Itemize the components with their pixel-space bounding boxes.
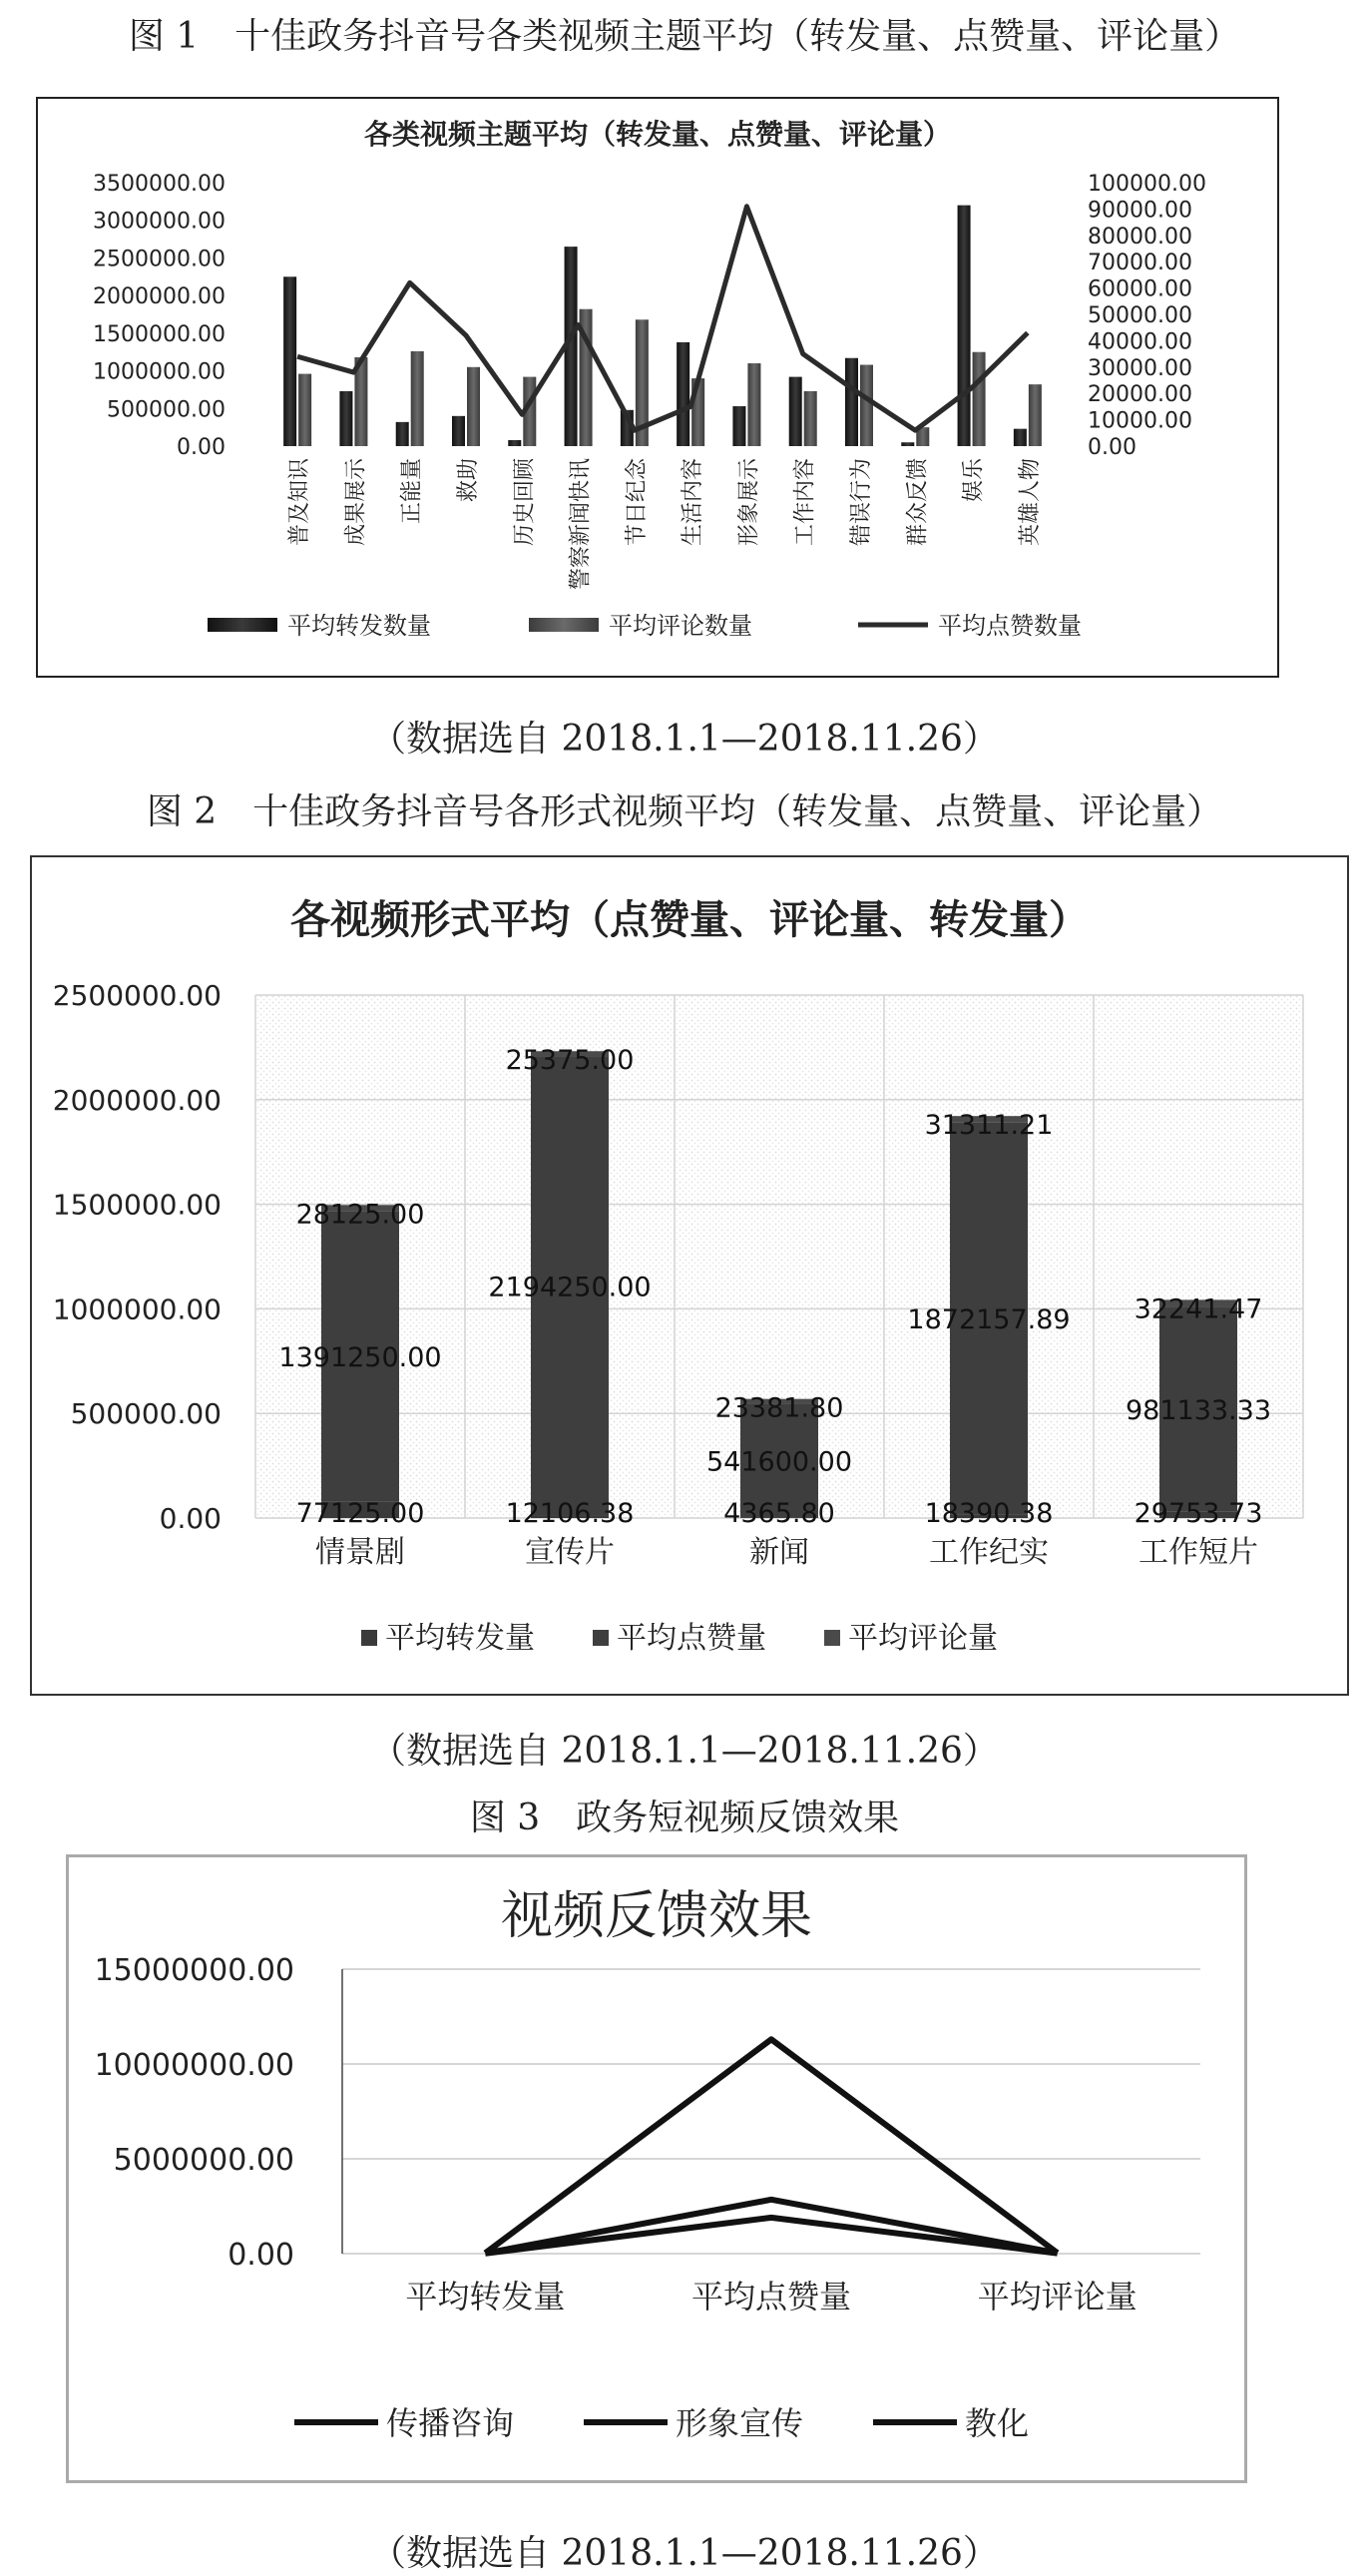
chart2-data-label: 23381.80 bbox=[714, 1392, 844, 1424]
chart1-x-label: 救助 bbox=[456, 458, 481, 503]
chart2-data-label: 4365.80 bbox=[723, 1498, 835, 1529]
chart1-bar-comment bbox=[973, 352, 986, 446]
chart2-data-label: 2194250.00 bbox=[488, 1272, 652, 1303]
chart1-x-label: 生活内容 bbox=[681, 458, 706, 547]
chart1-y2-tick: 60000.00 bbox=[1088, 276, 1192, 302]
figure2-source: （数据选自 2018.1.1—2018.11.26） bbox=[370, 1731, 999, 1772]
chart3-svg bbox=[69, 1857, 1244, 2480]
chart1-y2-tick: 100000.00 bbox=[1088, 172, 1206, 197]
chart2-data-label: 28125.00 bbox=[295, 1199, 425, 1231]
chart2-svg bbox=[32, 857, 1347, 1694]
figure1-caption: 图 1 十佳政务抖音号各类视频主题平均（转发量、点赞量、评论量） bbox=[128, 16, 1241, 57]
chart2-x-label: 新闻 bbox=[749, 1535, 809, 1570]
chart1-y2-tick: 30000.00 bbox=[1088, 355, 1192, 381]
chart2-data-label: 31311.21 bbox=[924, 1110, 1054, 1142]
chart1-x-label: 成果展示 bbox=[343, 458, 369, 547]
chart1-legend-swatch bbox=[208, 618, 277, 632]
chart2-data-label: 981133.33 bbox=[1125, 1394, 1272, 1426]
chart1-y-tick: 2000000.00 bbox=[93, 284, 226, 310]
chart2-data-label: 1391250.00 bbox=[278, 1342, 442, 1374]
chart1-y2-tick: 40000.00 bbox=[1088, 329, 1192, 355]
chart3-x-label: 平均转发量 bbox=[405, 2278, 566, 2316]
chart1-bar-forward bbox=[732, 406, 745, 446]
chart1-legend-swatch bbox=[529, 618, 599, 632]
chart1-bar-forward bbox=[1014, 429, 1027, 446]
chart1-x-label: 娱乐 bbox=[961, 458, 987, 503]
chart1-y2-tick: 0.00 bbox=[1088, 435, 1137, 460]
chart3-x-label: 平均评论量 bbox=[977, 2278, 1138, 2316]
chart1-bar-forward bbox=[283, 276, 296, 446]
chart1-y2-tick: 90000.00 bbox=[1088, 198, 1192, 224]
chart1-x-label: 正能量 bbox=[399, 458, 425, 525]
chart1-bar-comment bbox=[411, 351, 424, 446]
chart2-legend-label: 平均评论量 bbox=[848, 1621, 998, 1656]
chart1-bar-comment bbox=[467, 367, 480, 446]
chart1-frame bbox=[36, 97, 1279, 678]
chart1-legend-label: 平均评论数量 bbox=[609, 612, 752, 640]
chart2-data-label: 25375.00 bbox=[505, 1045, 635, 1077]
chart1-bar-comment bbox=[804, 391, 817, 446]
chart1-bar-forward bbox=[845, 358, 858, 446]
chart2-y-tick: 0.00 bbox=[159, 1502, 222, 1535]
chart1-y-tick: 3500000.00 bbox=[93, 172, 226, 197]
chart3-x-label: 平均点赞量 bbox=[690, 2278, 852, 2316]
chart1-legend-label: 平均点赞数量 bbox=[938, 612, 1082, 640]
chart2-data-label: 1872157.89 bbox=[907, 1303, 1071, 1335]
chart2-x-label: 工作纪实 bbox=[929, 1535, 1049, 1570]
chart3-legend-label: 教化 bbox=[965, 2404, 1030, 2442]
chart2-x-label: 宣传片 bbox=[525, 1535, 615, 1570]
chart2-x-label: 情景剧 bbox=[315, 1535, 405, 1570]
chart1-x-label: 警察新闻快讯 bbox=[568, 458, 594, 591]
chart1-x-label: 普及知识 bbox=[287, 458, 313, 547]
chart1-bar-comment bbox=[747, 363, 760, 446]
chart2-title: 各视频形式平均（点赞量、评论量、转发量） bbox=[290, 897, 1089, 943]
figure3-source: （数据选自 2018.1.1—2018.11.26） bbox=[370, 2533, 999, 2574]
figure1-source: （数据选自 2018.1.1—2018.11.26） bbox=[370, 719, 999, 760]
chart1-x-label: 工作内容 bbox=[792, 458, 818, 547]
chart3-y-tick: 0.00 bbox=[228, 2238, 294, 2273]
chart1-x-label: 节日纪念 bbox=[624, 458, 650, 547]
chart1-y2-tick: 80000.00 bbox=[1088, 224, 1192, 250]
figure2-caption: 图 2 十佳政务抖音号各形式视频平均（转发量、点赞量、评论量） bbox=[146, 791, 1223, 832]
chart2-y-tick: 1000000.00 bbox=[52, 1292, 222, 1326]
chart1-y2-tick: 20000.00 bbox=[1088, 382, 1192, 408]
chart3-y-tick: 5000000.00 bbox=[113, 2143, 294, 2178]
chart1-bar-forward bbox=[901, 442, 914, 446]
chart3-series-line bbox=[485, 2039, 1057, 2253]
chart1-bar-comment bbox=[298, 374, 311, 446]
chart2-y-tick: 2000000.00 bbox=[52, 1083, 222, 1117]
chart1-y-tick: 500000.00 bbox=[107, 397, 226, 423]
chart1-bar-forward bbox=[508, 440, 521, 446]
chart1-x-label: 历史回顾 bbox=[512, 458, 538, 547]
chart1-svg bbox=[38, 99, 1277, 676]
chart2-data-label: 18390.38 bbox=[924, 1498, 1054, 1529]
chart1-line-likes bbox=[297, 207, 1028, 430]
chart1-bar-forward bbox=[396, 422, 409, 446]
chart1-y2-tick: 50000.00 bbox=[1088, 303, 1192, 328]
chart2-data-label: 77125.00 bbox=[295, 1498, 425, 1529]
chart1-x-label: 形象展示 bbox=[736, 458, 762, 547]
chart1-y2-tick: 70000.00 bbox=[1088, 251, 1192, 276]
chart3-legend-label: 传播咨询 bbox=[386, 2404, 515, 2442]
chart2-frame bbox=[30, 855, 1349, 1696]
chart1-bar-forward bbox=[452, 416, 465, 446]
chart1-bar-comment bbox=[1029, 384, 1042, 446]
chart1-y-tick: 1000000.00 bbox=[93, 359, 226, 385]
chart1-x-label: 群众反馈 bbox=[905, 458, 931, 547]
chart2-legend-swatch bbox=[361, 1630, 377, 1646]
chart1-bar-forward bbox=[958, 206, 971, 446]
chart1-x-label: 错误行为 bbox=[849, 458, 874, 547]
chart2-data-label: 29753.73 bbox=[1134, 1498, 1263, 1529]
chart1-title: 各类视频主题平均（转发量、点赞量、评论量） bbox=[363, 118, 952, 151]
chart3-title: 视频反馈效果 bbox=[500, 1886, 813, 1946]
chart2-y-tick: 2500000.00 bbox=[52, 979, 222, 1012]
chart2-data-label: 12106.38 bbox=[505, 1498, 635, 1529]
chart3-frame bbox=[66, 1854, 1247, 2483]
chart2-data-label: 32241.47 bbox=[1134, 1293, 1263, 1325]
chart2-x-label: 工作短片 bbox=[1139, 1535, 1258, 1570]
chart1-x-label: 英雄人物 bbox=[1017, 458, 1043, 547]
chart1-bar-forward bbox=[677, 342, 689, 446]
chart3-y-tick: 10000000.00 bbox=[94, 2048, 294, 2083]
chart1-y-tick: 3000000.00 bbox=[93, 209, 226, 235]
chart1-bar-forward bbox=[339, 391, 352, 446]
chart2-legend-swatch bbox=[593, 1630, 609, 1646]
chart1-legend-label: 平均转发数量 bbox=[287, 612, 431, 640]
chart2-data-label: 541600.00 bbox=[705, 1446, 853, 1478]
chart1-bar-forward bbox=[789, 377, 802, 446]
chart2-legend-swatch bbox=[824, 1630, 840, 1646]
chart2-y-tick: 1500000.00 bbox=[52, 1188, 222, 1222]
chart1-y-tick: 0.00 bbox=[177, 435, 226, 460]
chart1-y-tick: 2500000.00 bbox=[93, 247, 226, 272]
figure3-caption: 图 3 政务短视频反馈效果 bbox=[469, 1798, 900, 1838]
chart2-y-tick: 500000.00 bbox=[70, 1397, 222, 1431]
chart2-legend-label: 平均点赞量 bbox=[617, 1621, 766, 1656]
chart1-bar-comment bbox=[860, 365, 873, 446]
chart3-y-tick: 15000000.00 bbox=[94, 1953, 294, 1988]
chart3-legend-label: 形象宣传 bbox=[676, 2404, 804, 2442]
chart1-y2-tick: 10000.00 bbox=[1088, 408, 1192, 434]
chart1-y-tick: 1500000.00 bbox=[93, 321, 226, 347]
chart2-legend-label: 平均转发量 bbox=[385, 1621, 535, 1656]
